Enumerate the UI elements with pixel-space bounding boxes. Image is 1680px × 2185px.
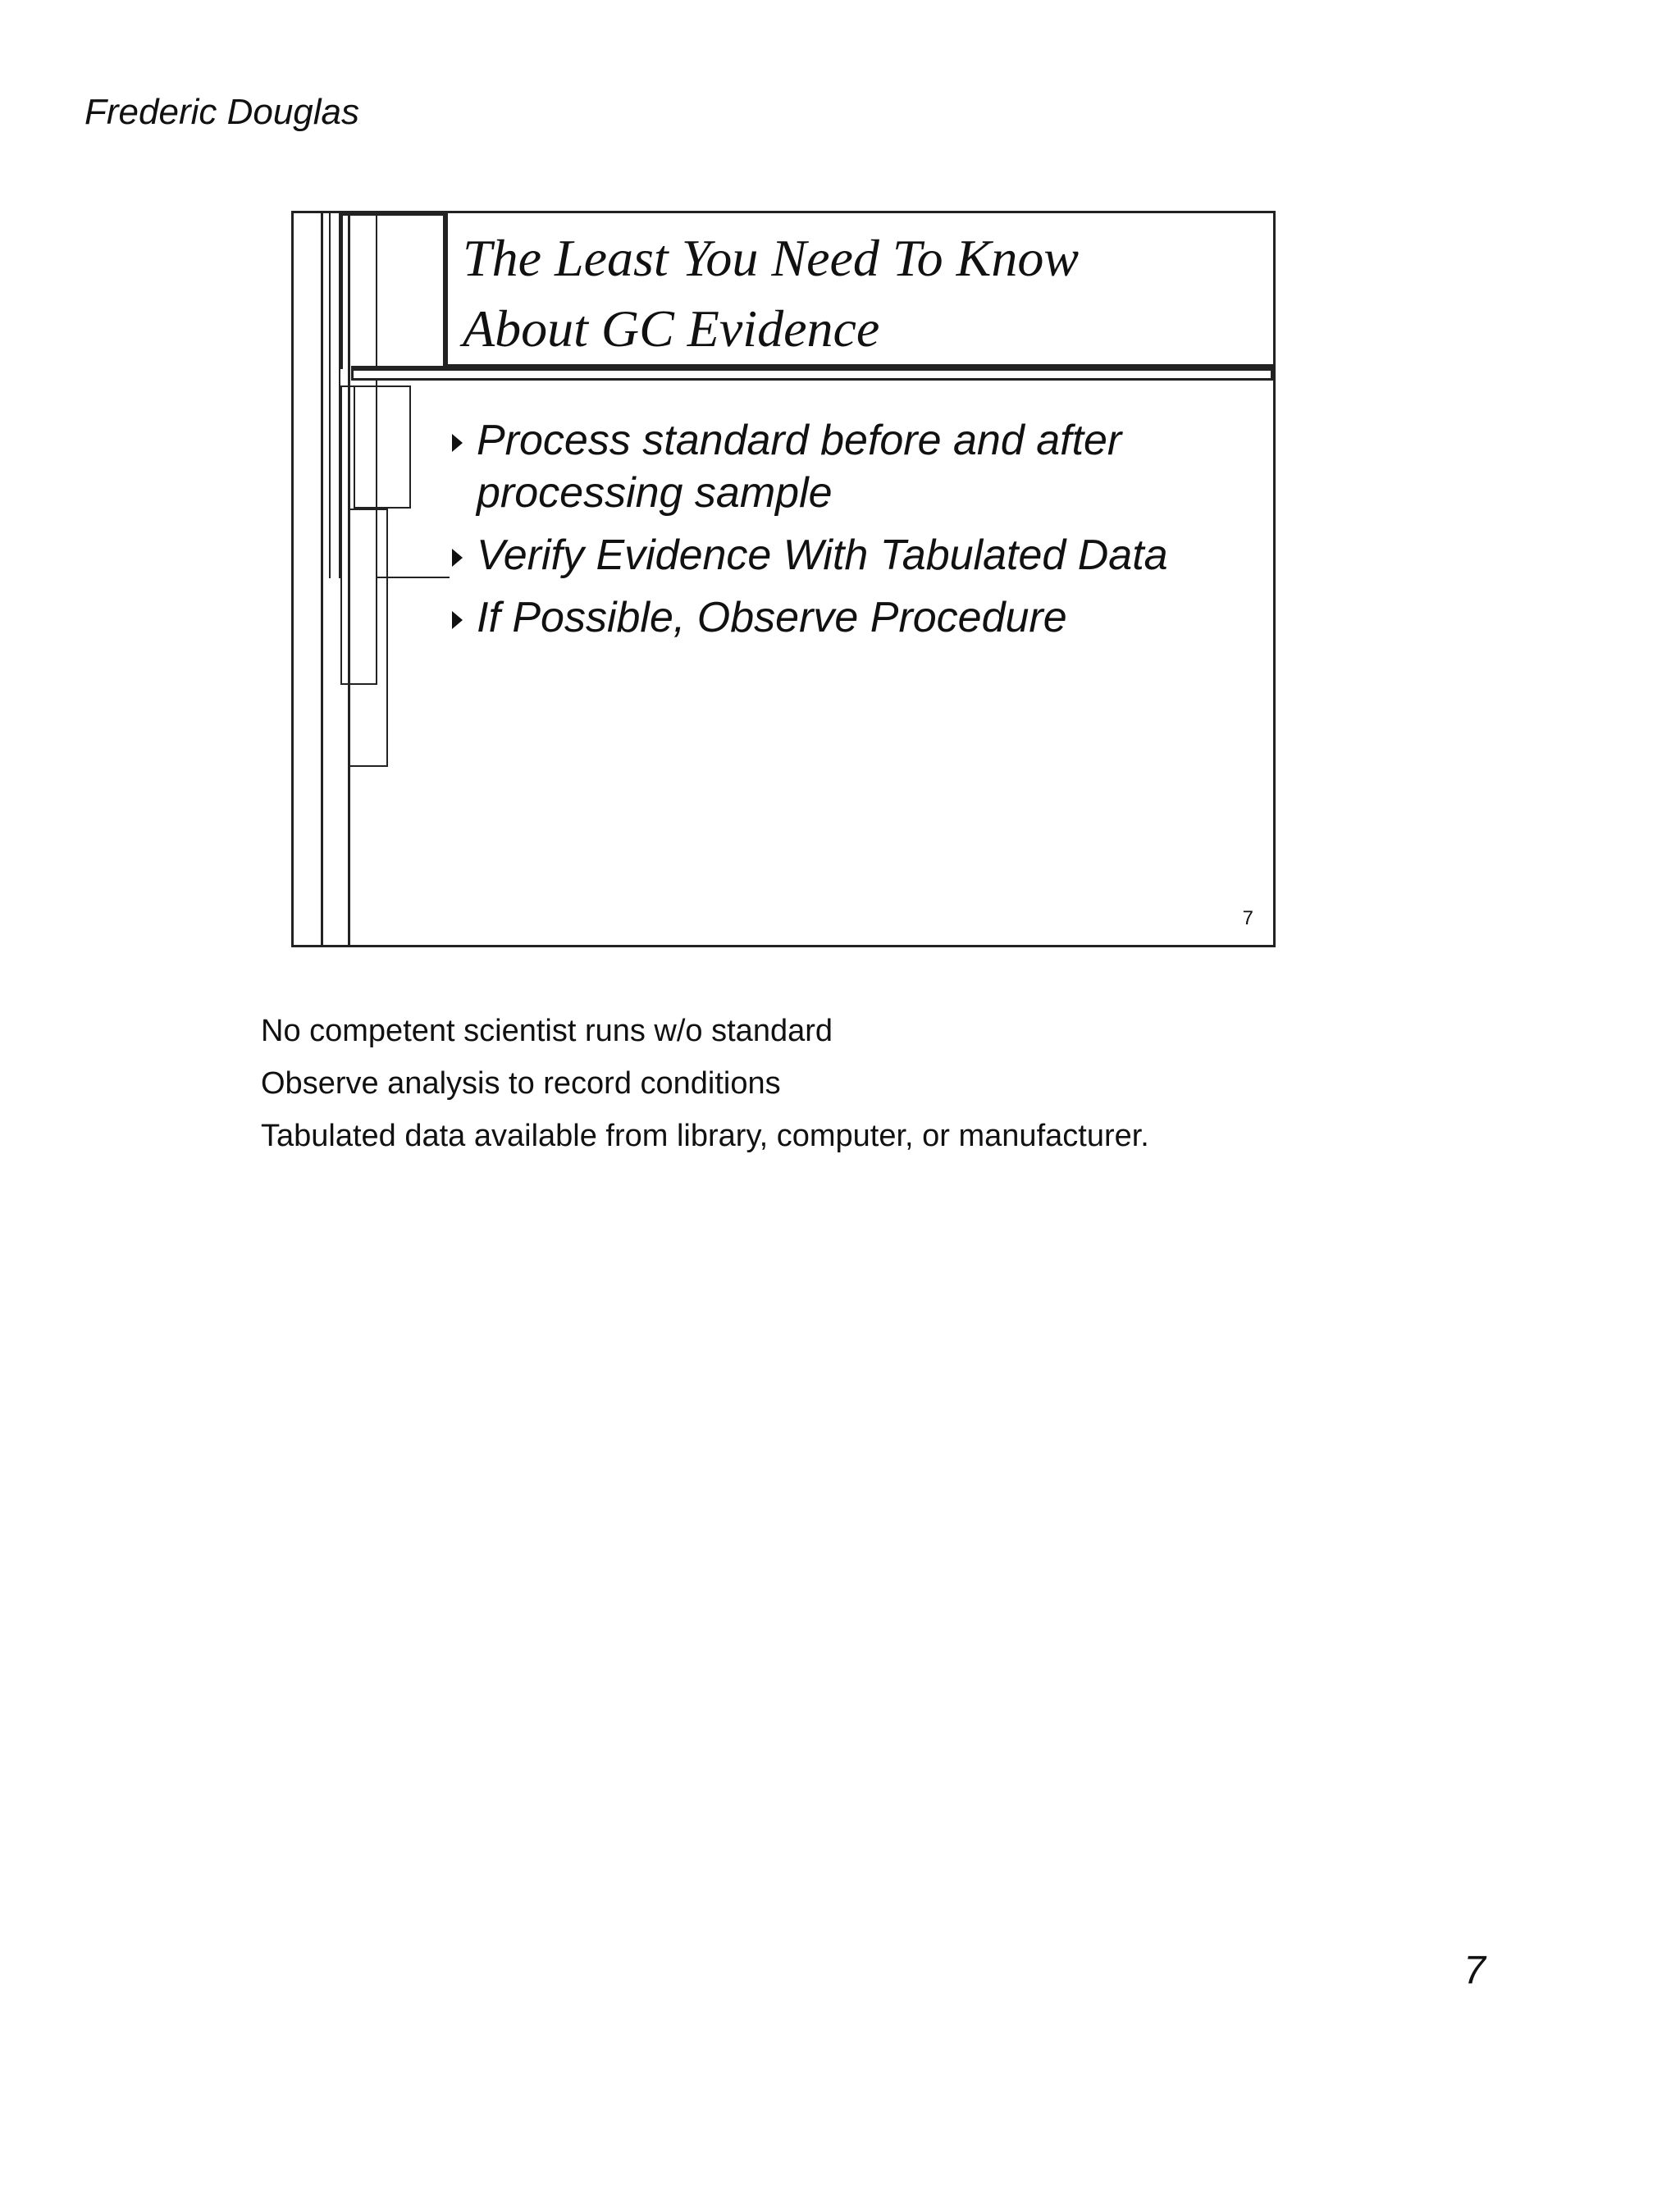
slide-title-box <box>445 213 1273 369</box>
note-line: Observe analysis to record conditions <box>261 1066 781 1101</box>
author-header: Frederic Douglas <box>84 92 360 132</box>
bullet-text: Process standard before and after processing sample <box>477 417 1122 517</box>
page-number: 7 <box>1463 1949 1486 1992</box>
bullet-arrow-icon <box>452 434 463 452</box>
slide-number: 7 <box>1242 907 1253 929</box>
slide-title <box>463 223 1079 364</box>
bullet-text: If Possible, Observe Procedure <box>477 594 1067 641</box>
note-line: No competent scientist runs w/o standard <box>261 1014 833 1048</box>
title-underline <box>351 366 1273 381</box>
bullet-list <box>452 414 1272 654</box>
bullet-item <box>452 529 1272 582</box>
bullet-arrow-icon <box>452 611 463 629</box>
speaker-notes <box>261 1005 1149 1162</box>
bullet-item <box>452 414 1182 519</box>
bullet-arrow-icon <box>452 549 463 567</box>
slide-title-line2: About GC Evidence <box>463 299 880 358</box>
bullet-item <box>452 591 1272 644</box>
decor-bar <box>329 213 340 578</box>
note-line: Tabulated data available from library, computer, or manufacturer. <box>261 1119 1149 1153</box>
bullet-text: Verify Evidence With Tabulated Data <box>477 531 1168 579</box>
slide-title-line1: The Least You Need To Know <box>463 229 1079 287</box>
decor-bar <box>349 509 388 767</box>
slide-frame <box>291 211 1276 947</box>
